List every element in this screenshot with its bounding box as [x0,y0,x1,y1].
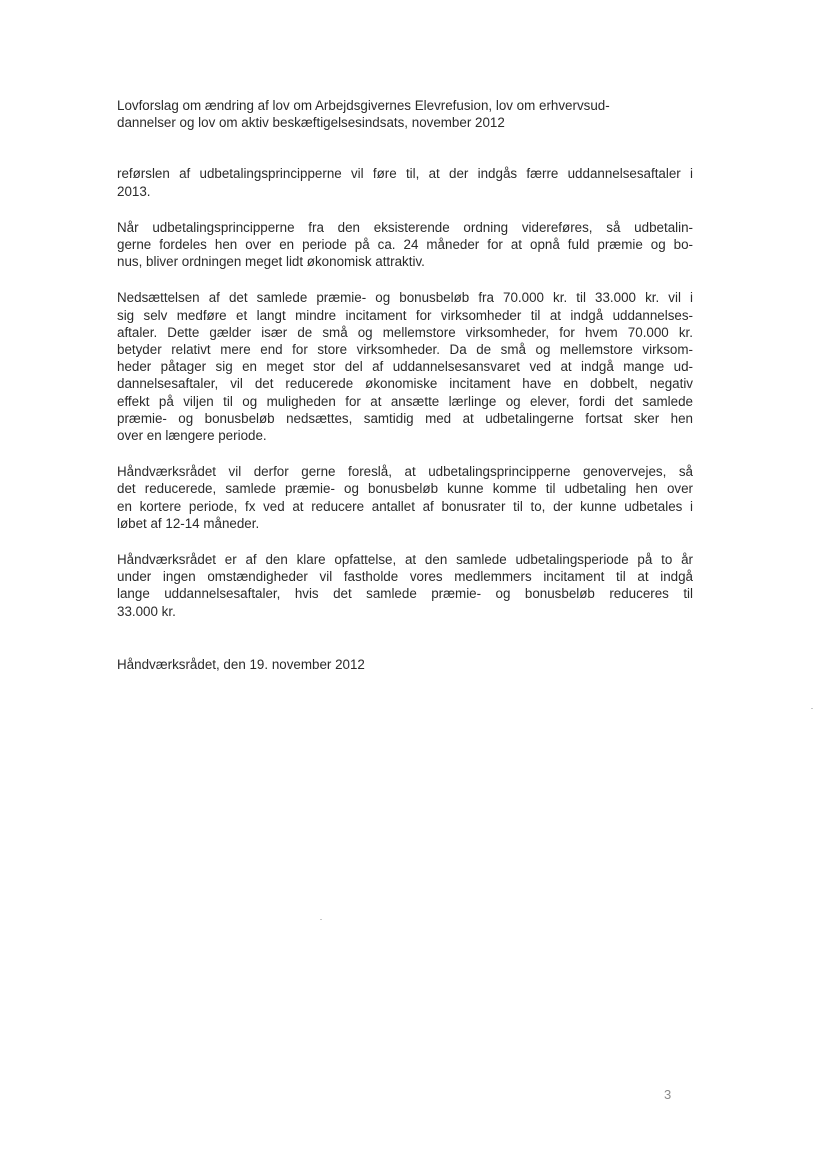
paragraph-line: en kortere periode, fx ved at reducere antallet af bonusrater til to, der kunne udbetales i [117,498,693,514]
paragraph-line: løbet af 12-14 måneder. [117,515,260,531]
document-body [117,97,693,673]
paragraph-line: Håndværksrådet vil derfor gerne foreslå, at udbetalingsprincipperne genovervejes, så [117,464,693,480]
header-line: Lovforslag om ændring af lov om Arbejdsgivernes Elevrefusion, lov om erhvervsud- [117,98,610,113]
paragraph-line: dannelsesaftaler, vil det reducerede økonomiske incitament have en dobbelt, negativ [117,376,693,392]
paragraph-line: aftaler. Dette gælder især de små og mellemstore virksomheder, for hvem 70.000 kr. [117,324,693,340]
paragraph-line: under ingen omstændigheder vil fastholde vores medlemmers incitament til at indgå [117,569,693,585]
paragraph-1 [117,165,693,199]
scan-speck [320,919,322,920]
paragraph-line: præmie- og bonusbeløb nedsættes, samtidig med at udbetalingerne fortsat sker hen [117,410,693,426]
paragraph-line: sig selv medføre et langt mindre incitament for virksomheder til at indgå uddannelses- [117,307,693,323]
paragraph-5 [117,551,693,620]
paragraph-line: det reducerede, samlede præmie- og bonusbeløb kunne komme til udbetaling hen over [117,481,693,497]
header-line: dannelser og lov om aktiv beskæftigelsesindsats, november 2012 [117,115,505,131]
paragraph-line: 2013. [117,183,151,199]
paragraph-line: lange uddannelsesaftaler, hvis det samlede præmie- og bonusbeløb reduceres til [117,586,693,602]
paragraph-line: effekt på viljen til og muligheden for at ansætte lærlinge og elever, fordi det samlede [117,393,693,409]
signature: Håndværksrådet, den 19. november 2012 [117,656,365,672]
paragraph-line: reførslen af udbetalingsprincipperne vil føre til, at der indgås færre uddannelsesaftaler i [117,166,693,182]
paragraph-line: over en længere periode. [117,428,267,444]
paragraph-4 [117,463,693,532]
paragraph-line: gerne fordeles hen over en periode på ca. 24 måneder for at opnå fuld præmie og bo- [117,237,693,253]
paragraph-line: betyder relativt mere end for store virksomheder. Da de små og mellemstore virksom- [117,342,693,358]
document-header [117,97,693,131]
scan-speck [811,708,813,709]
paragraph-line: 33.000 kr. [117,603,176,619]
page-number: 3 [664,1087,672,1102]
paragraph-line: Når udbetalingsprincipperne fra den eksisterende ordning videreføres, så udbetalin- [117,219,693,235]
paragraph-3 [117,289,693,444]
paragraph-line: Nedsættelsen af det samlede præmie- og bonusbeløb fra 70.000 kr. til 33.000 kr. vil i [117,290,693,306]
paragraph-line: heder påtager sig en meget stor del af uddannelsesansvaret ved at indgå mange ud- [117,359,693,375]
paragraph-2 [117,219,693,271]
paragraph-line: nus, bliver ordningen meget lidt økonomisk attraktiv. [117,254,425,270]
paragraph-line: Håndværksrådet er af den klare opfattelse, at den samlede udbetalingsperiode på to år [117,552,693,568]
